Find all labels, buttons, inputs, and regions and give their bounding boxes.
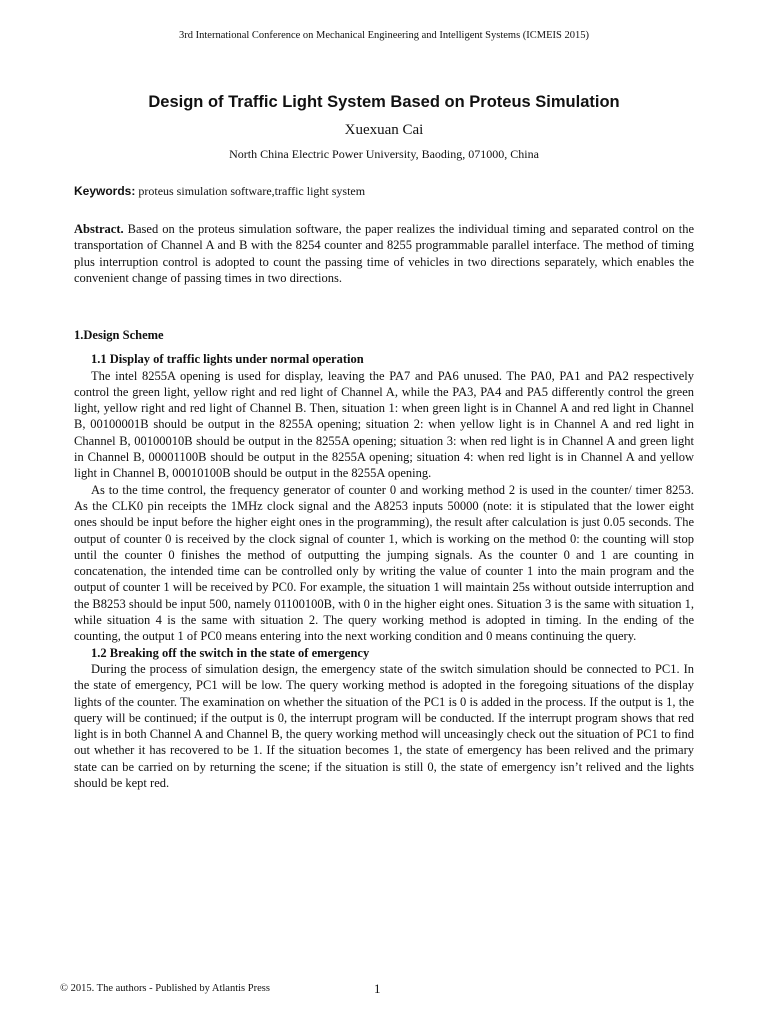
conference-header: 3rd International Conference on Mechanical Engineering and Intelligent Systems (ICMEIS 2015) — [179, 30, 589, 41]
keywords-label: Keywords: — [74, 184, 136, 198]
subsection-heading-1-1: 1.1 Display of traffic lights under normal operation — [91, 352, 364, 367]
abstract-text: Based on the proteus simulation software, the paper realizes the individual timing and separated control on the transportation of Channel A and B with the 8254 counter and 8255 programmable parallel interface. The method of timing plus interruption control is adopted to count the passing time of vehicles in two directions separately, which enables the convenient change of passing times in two directions. — [74, 222, 695, 285]
paragraph: During the process of simulation design, the emergency state of the switch simulation should be connected to PC1. In the state of emergency, PC1 will be low. The query working method is adopted in the foregoing situations of the display lights of the counter. The examination on whether the situation of the PC1 is 0 is added in the process. If the output is 1, the query will be continued; if the output is 0, the interrupt program will be conducted. If the interrupt program shows that red light is in both Channel A and Channel B, the query working method will unceasingly check out the situation of PC1 to find out whether it has recovered to be 1. If the situation becomes 1, the state of emergency has been relived and the primary state can be carried on by returning the scene; if the situation is still 0, the state of emergency isn’t relived and the lights should be kept red. — [74, 661, 694, 791]
paragraph: As to the time control, the frequency generator of counter 0 and working method 2 is used in the counter/ timer 8253. As the CLK0 pin receipts the 1MHz clock signal and the A8253 inputs 50000 (note: it is stipulated that the lower eight ones should be input before the higher eight ones in the programming), the result after calculation is just 0.05 seconds. The output of counter 0 is received by the clock signal of counter 1, which is working on the method 0: the counting will stop until the counter 0 finishes the method of outputting the jumping signals. As the counter 0 and 1 are counting in concatenation, the intended time can be controlled only by writing the value of counter 1 into the main program and the output of counter 1 will be received by PC0. For example, the situation 1 will maintain 25s without outside interruption and the B8253 should be input 500, namely 01100100B, with 0 in the higher eight ones. Situation 3 is the same with situation 1, while situation 4 is the same with situation 2. The query working method is adopted in timing. In the ending of the counting, the output 1 of PC0 means entering into the next working condition and 0 means continuing the query. — [74, 482, 694, 644]
paper-title: Design of Traffic Light System Based on Proteus Simulation — [148, 93, 620, 111]
keywords-line — [74, 183, 694, 199]
section-heading: 1.Design Scheme — [74, 328, 164, 342]
section-design-scheme — [74, 327, 694, 791]
copyright-footer: © 2015. The authors - Published by Atlantis Press — [60, 983, 270, 994]
subsection-heading-1-2: 1.2 Breaking off the switch in the state of emergency — [91, 645, 370, 660]
abstract-label: Abstract. — [74, 222, 124, 236]
keywords-text: proteus simulation software,traffic light system — [138, 184, 366, 198]
author-name: Xuexuan Cai — [344, 122, 424, 138]
abstract-block — [74, 221, 694, 286]
page-number: 1 — [374, 981, 381, 996]
author-affiliation: North China Electric Power University, Baoding, 071000, China — [229, 147, 539, 161]
paragraph: The intel 8255A opening is used for display, leaving the PA7 and PA6 unused. The PA0, PA1 and PA2 respectively control the green light, yellow right and red light of Channel A, while the PA3, PA4 and PA5 differently control the green light, yellow right and red light of Channel B. Then, situation 1: when green light is in Channel A and red light in Channel B, 00100001B should be output in the 8255A opening; situation 2: when yellow light is in Channel A and red light in Channel B, 00100010B should be output in the 8255A opening; situation 3: when red light is in Channel A and green light in Channel B, 00001100B should be output in the 8255A opening; situation 4: when red light is in Channel A and yellow light in Channel B, 00010100B should be output in the 8255A opening. — [74, 368, 694, 481]
